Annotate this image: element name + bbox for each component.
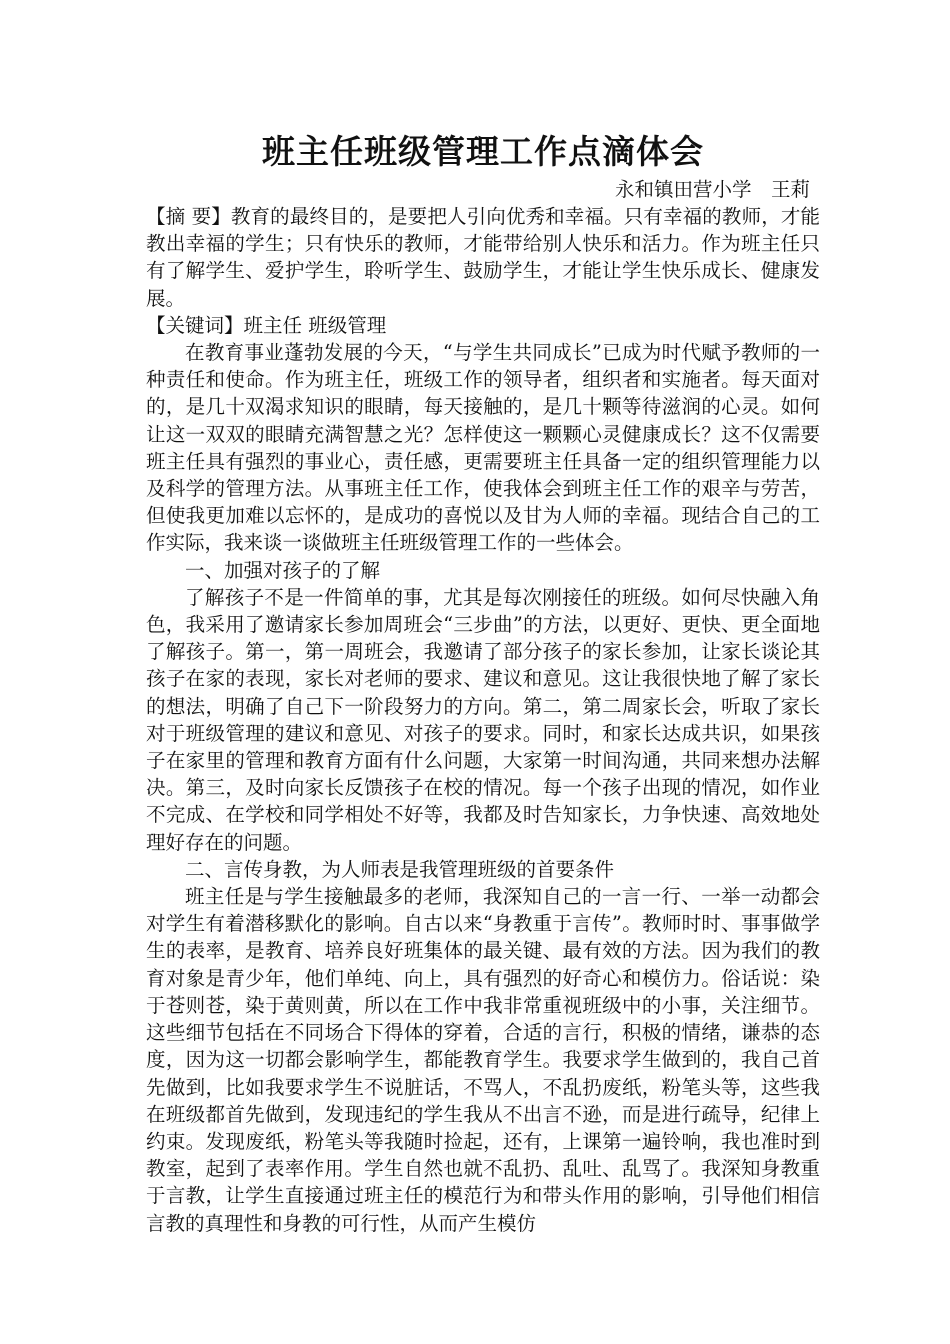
intro-paragraph: 在教育事业蓬勃发展的今天，“与学生共同成长”已成为时代赋予教师的一种责任和使命。作为班主任，班级工作的领导者，组织者和实施者。每天面对的，是几十双渴求知识的眼睛，每天接触的，是几十颗等待滋润的心灵。如何让这一双双的眼睛充满智慧之光？怎样使这一颗颗心灵健康成长？这不仅需要班主任具有强烈的事业心，责任感，更需要班主任具备一定的组织管理能力以及科学的管理方法。从事班主任工作，使我体会到班主任工作的艰辛与劳苦，但使我更加难以忘怀的，是成功的喜悦以及甘为人师的幸福。现结合自己的工作实际，我来谈一谈做班主任班级管理工作的一些体会。: [146, 341, 820, 555]
document-page: [146, 128, 820, 1237]
abstract-paragraph: 【摘 要】教育的最终目的，是要把人引向优秀和幸福。只有幸福的教师，才能教出幸福的学生；只有快乐的教师，才能带给别人快乐和活力。作为班主任只有了解学生、爱护学生，聆听学生、鼓励学生，才能让学生快乐成长、健康发展。: [146, 205, 820, 310]
section-heading-1: 一、加强对孩子的了解: [185, 558, 381, 582]
section-heading-2: 二、言传身教，为人师表是我管理班级的首要条件: [185, 857, 615, 881]
section-paragraph-2: 班主任是与学生接触最多的老师，我深知自己的一言一行、一举一动都会对学生有着潜移默化的影响。自古以来“身教重于言传”。教师时时、事事做学生的表率，是教育、培养良好班集体的最关键、最有效的方法。因为我们的教育对象是青少年，他们单纯、向上，具有强烈的好奇心和模仿力。俗话说：染于苍则苍，染于黄则黄，所以在工作中我非常重视班级中的小事，关注细节。这些细节包括在不同场合下得体的穿着，合适的言行，积极的情绪，谦恭的态度，因为这一切都会影响学生，都能教育学生。我要求学生做到的，我自己首先做到，比如我要求学生不说脏话，不骂人，不乱扔废纸，粉笔头等，这些我在班级都首先做到，发现违纪的学生我从不出言不逊，而是进行疏导，纪律上约束。发现废纸，粉笔头等我随时捡起，还有，上课第一遍铃响，我也准时到教室，起到了表率作用。学生自然也就不乱扔、乱吐、乱骂了。我深知身教重于言教，让学生直接通过班主任的模范行为和带头作用的影响，引导他们相信言教的真理性和身教的可行性，从而产生模仿: [146, 885, 820, 1235]
section-paragraph-1: 了解孩子不是一件简单的事，尤其是每次刚接任的班级。如何尽快融入角色，我采用了邀请家长参加周班会“三步曲”的方法，以更好、更快、更全面地了解孩子。第一，第一周班会，我邀请了部分孩子的家长参加，让家长谈论其孩子在家的表现，家长对老师的要求、建议和意见。这让我很快地了解了家长的想法，明确了自己下一阶段努力的方向。第二，第二周家长会，听取了家长对于班级管理的建议和意见、对孩子的要求。同时，和家长达成共识，如果孩子在家里的管理和教育方面有什么问题，大家第一时间沟通，共同来想办法解决。第三，及时向家长反馈孩子在校的情况。每一个孩子出现的情况，如作业不完成、在学校和同学相处不好等，我都及时告知家长，力争快速、高效地处理好存在的问题。: [146, 585, 820, 854]
keywords-line: 【关键词】班主任 班级管理: [146, 313, 387, 337]
author-line: 永和镇田营小学 王莉: [614, 178, 810, 201]
document-title: 班主任班级管理工作点滴体会: [262, 132, 704, 171]
